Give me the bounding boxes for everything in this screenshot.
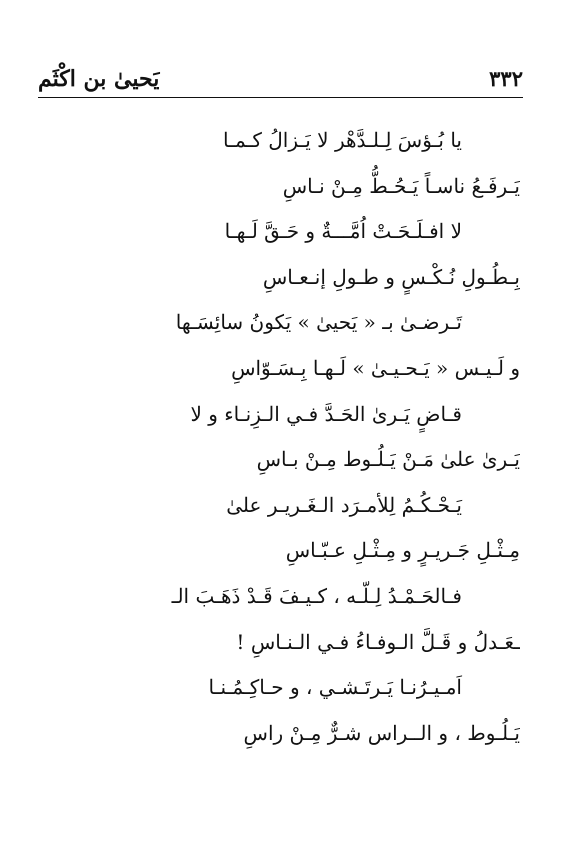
- verse-line: اَمـيـرُنـا يَـرتَـشـي ، و حـاكِـمُـنـا: [208, 675, 462, 700]
- verse-line: قـاضٍ يَـرىٰ الحَـدَّ فـي الـزِنـاء و لا: [190, 401, 462, 426]
- page-header: [38, 62, 523, 102]
- verse-line: و لَـيـس « يَـحـيـىٰ » لَـهـا بِـسَـوّاسِ: [231, 355, 520, 380]
- verse-line: لا افـلَـحَـتْ اُمَّـــةٌ و حَـقَّ لَـهـا: [224, 219, 462, 244]
- verse-line: يَـحْـكُـمُ لِلأمـرَد الـغَـريـر علىٰ: [226, 492, 462, 517]
- header-rule: [38, 97, 523, 98]
- verse-line: يَـرىٰ علىٰ مَـنْ يَـلُـوط مِـنْ بـاسِ: [256, 447, 520, 472]
- verse-line: تَـرضـىٰ بـ « يَحيىٰ » يَكونُ سائِسَـها: [175, 310, 462, 335]
- verse-line: بِـطُـولِ نُـكْـسٍ و طـولِ إنـعـاسِ: [262, 264, 520, 289]
- page-number: ٣٣٢: [489, 66, 523, 91]
- poem: [60, 118, 520, 756]
- running-title: يَحيىٰ بن اكْثَم: [38, 66, 160, 92]
- verse-line: فـالحَـمْـدُ لِـلّـه ، كـيـفَ قَـدْ ذَهَـبَ الـ: [171, 583, 462, 608]
- verse-line: يَـلُـوط ، و الــراس شـرٌّ مِـنْ راسِ: [243, 720, 520, 745]
- verse-line: مِـثْـلِ جَـريـرٍ و مِـثْـلِ عـبّـاسِ: [285, 538, 520, 563]
- verse-line: يَـرفَـعُ ناسـاً يَـحُـطُّ مِـنْ نـاسِ: [282, 173, 520, 198]
- verse-line: ـعَـدلُ و قَـلَّ الـوفـاءُ فـي الـنـاسِ !: [236, 629, 520, 654]
- verse-line: يا بُـؤسَ لِـلـدَّهْر لا يَـزالُ كـمـا: [223, 128, 462, 152]
